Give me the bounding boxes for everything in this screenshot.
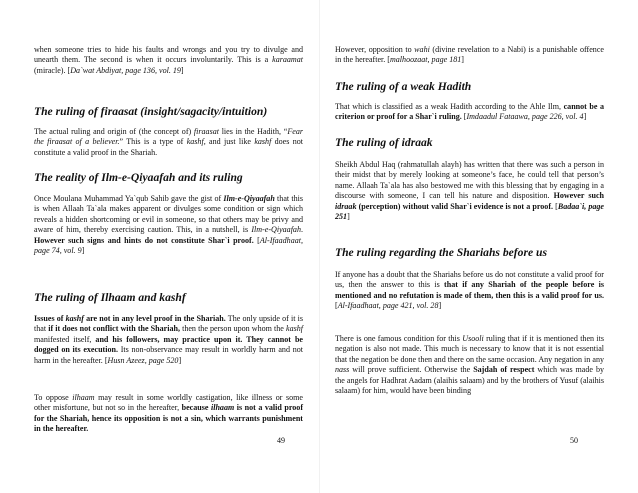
right-page xyxy=(319,0,638,493)
paragraph: Once Moulana Muhammad Ya`qub Sahib gave the gist of Ilm-e-Qiyaafah that this is when Allaah Ta`ala makes apparent or divulges some condition or sign which reveals a hidden shortcoming or evil in someone, so that others may be privy and aware of him, thereby exercising caution. This, in a nutshell, is Ilm-e-Qiyaafah. However such signs and hints do not constitute Shar`i proof. [Al-Ifaadhaat, page 74, vol. 9] xyxy=(34,194,303,256)
paragraph: However, opposition to wahi (divine revelation to a Nabi) is a punishable offence in the hereafter. [malhoozaat, page 181] xyxy=(335,45,604,65)
paragraph: when someone tries to hide his faults and wrongs and you try to divulge and unearth them. The second is when it occurs involuntarily. This is a karaamat (miracle). [Da`wat Abdiyat, page 136, vol. 19] xyxy=(34,45,303,75)
paragraph: If anyone has a doubt that the Shariahs before us do not constitute a valid proof for us, then the answer to this is that if any Shariah of the people before is mentioned and no refutation is made of them, then this is a valid proof for us. [Al-Ifaadhaat, page 421, vol. 28] xyxy=(335,270,604,311)
section-heading: The ruling of idraak xyxy=(335,136,433,149)
section-heading: The ruling of Ilhaam and kashf xyxy=(34,291,186,304)
paragraph: To oppose ilhaam may result in some worldly castigation, like illness or some other misfortune, but not so in the hereafter, because ilhaam is not a valid proof for the Shariah, hence its opposition is not a sin, which warrants punishment in the hereafter. xyxy=(34,393,304,434)
paragraph: Sheikh Abdul Haq (rahmatullah alayh) has written that there was such a person in their midst that by merely looking at someone’s face, he could tell that person’s name. Allaah Ta`ala has also bestowed me with this blessing that by engaging in a discourse with someone, I can tell his nature and disposition. However such idraak (perception) without valid Shar`i evidence is not a proof. [Badaa`i, page 251] xyxy=(335,160,604,222)
section-heading: The ruling of firaasat (insight/sagacity/intuition) xyxy=(34,105,268,118)
paragraph: That which is classified as a weak Hadith according to the Ahle Ilm, cannot be a criterion or proof for a Shar`i ruling. [Imdaadul Fataawa, page 226, vol. 4] xyxy=(335,102,605,122)
section-heading: The ruling regarding the Shariahs before us xyxy=(335,246,547,259)
paragraph: There is one famous condition for this Usooli ruling that if it is mentioned then its negation is also not made. This much is necessary to know that it is not essential that the negation be done then and there on the same occasion. Any negation in any nass will prove sufficient. Otherwise the Sajdah of respect which was made by the angels for Hadhrat Aadam (alaihis salaam) and by the brothers of Yusuf (alaihis salaam) for him, would have been binding xyxy=(335,334,605,396)
paragraph: Issues of kashf are not in any level proof in the Shariah. The only upside of it is that if it does not conflict with the Shariah, then the person upon whom the kashf manifested itself, and his followers, may practice upon it. They cannot be dogged on its execution. Its non-observance may result in worldly harm and not harm in the hereafter. [Husn Azeez, page 520] xyxy=(34,314,304,365)
paragraph: The actual ruling and origin of (the concept of) firaasat lies in the Hadith, “Fear the firaasat of a believer.” This is a type of kashf, and just like kashf does not constitute a valid proof in the Shariah. xyxy=(34,127,303,157)
page-number: 49 xyxy=(277,436,285,445)
section-heading: The ruling of a weak Hadith xyxy=(335,80,472,93)
page-number: 50 xyxy=(570,436,578,445)
section-heading: The reality of Ilm-e-Qiyaafah and its ruling xyxy=(34,171,243,184)
